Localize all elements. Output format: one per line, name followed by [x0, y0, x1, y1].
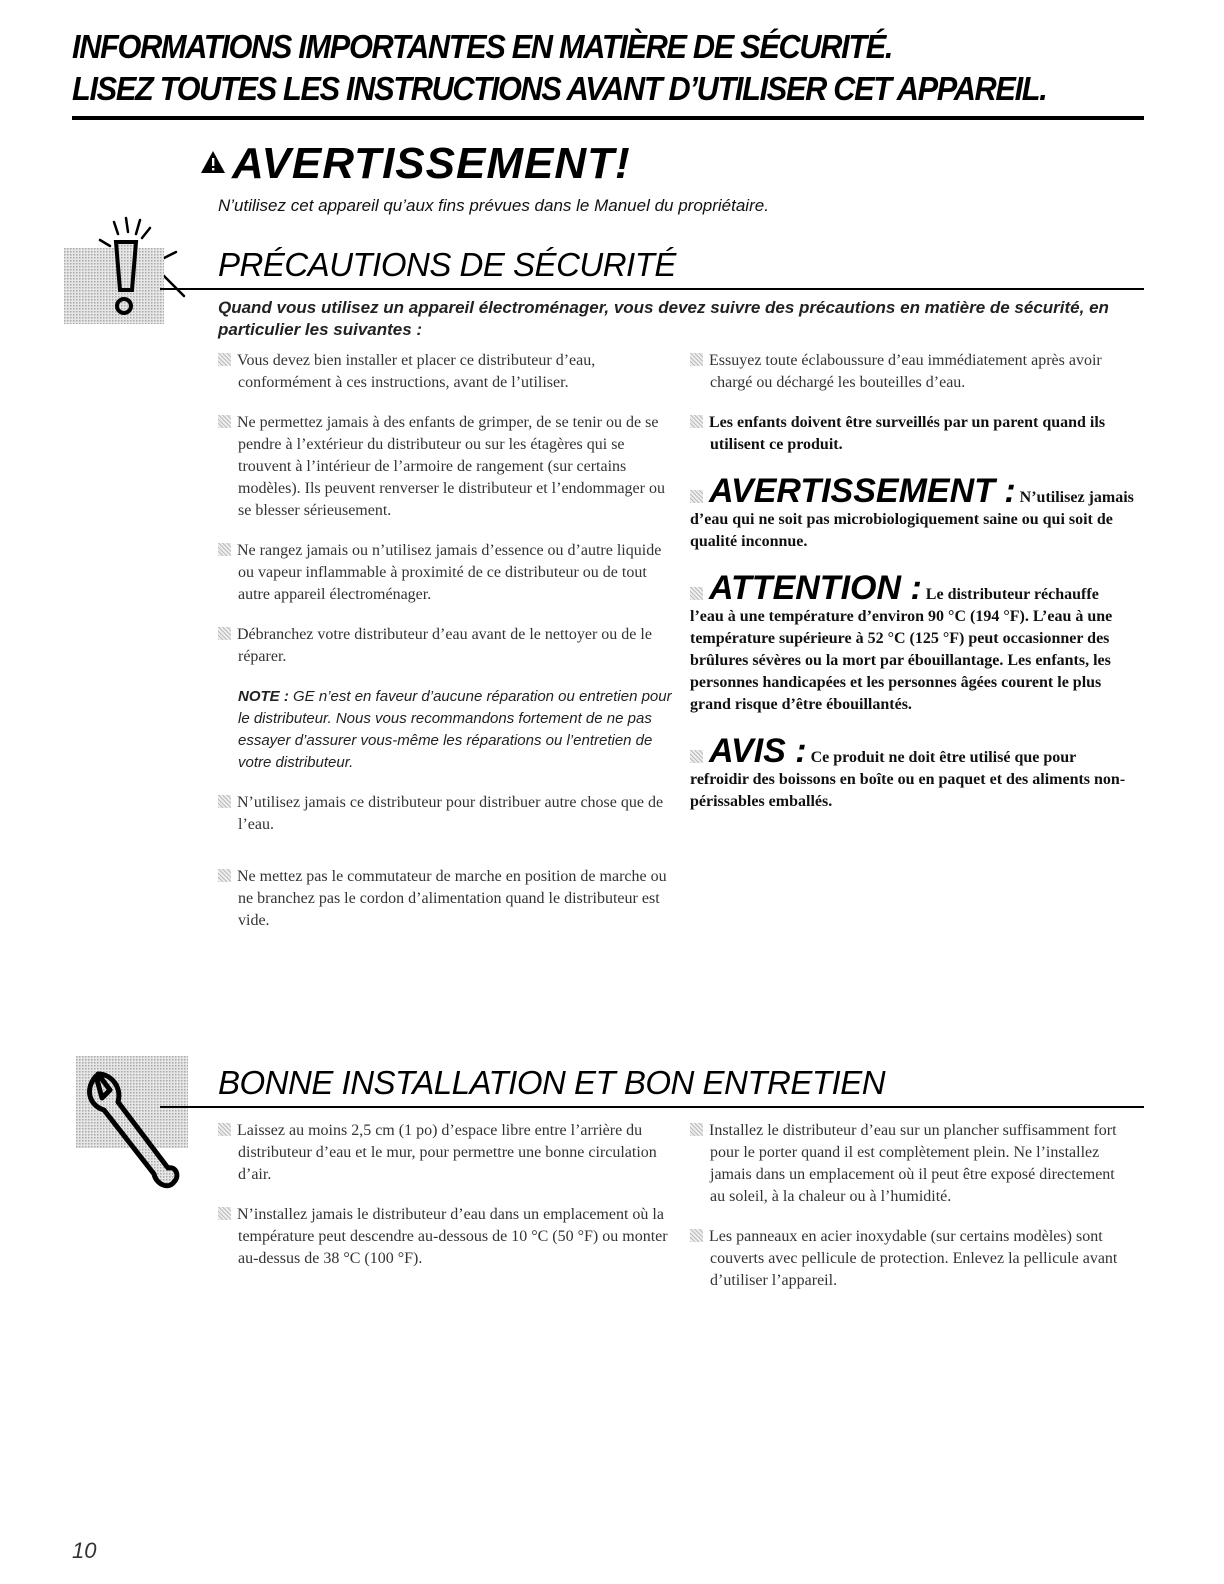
callout-notice: AVIS : Ce produit ne doit être utilisé que pour refroidir des boissons en boîte ou en paquet et des aliments non-périssables emballés.	[690, 732, 1126, 810]
repair-note: NOTE : GE n’est en faveur d’aucune réparation ou entretien pour le distributeur. Nous vous recommandons fortement de ne pas essayer d’assurer vous-même les réparations ou l’entretien de votre distributeur.	[238, 688, 672, 771]
bullet-icon	[690, 750, 703, 763]
list-item: Ne permettez jamais à des enfants de grimper, de se tenir ou de se pendre à l’extérieur du distributeur ou sur les étagères qui se trouvent à l’intérieur de l’armoire de rangement (sur certains modèles). Ils peuvent renverser le distributeur et l’endommager ou se blesser sérieusement.	[218, 412, 672, 522]
bullet-icon	[690, 587, 703, 600]
warning-title: AVERTISSEMENT!	[232, 139, 631, 188]
bullet-icon	[218, 353, 231, 366]
bullet-icon	[218, 415, 231, 428]
bullet-icon	[218, 543, 231, 556]
bullet-icon	[218, 1123, 231, 1136]
bullet-icon	[218, 869, 231, 882]
warning-triangle-icon	[200, 134, 226, 186]
warning-subtitle: N’utilisez cet appareil qu’aux fins prévues dans le Manuel du propriétaire.	[218, 196, 769, 215]
list-item: Les enfants doivent être surveillés par un parent quand ils utilisent ce produit.	[690, 412, 1135, 456]
precautions-title: PRÉCAUTIONS DE SÉCURITÉ	[218, 246, 676, 283]
banner-rule	[72, 116, 1144, 120]
bullet-icon	[690, 490, 703, 503]
banner-line-1: INFORMATIONS IMPORTANTES EN MATIÈRE DE SÉCURITÉ.	[72, 28, 893, 65]
bullet-icon	[690, 415, 703, 428]
list-item: Débranchez votre distributeur d’eau avant de le nettoyer ou de le réparer.	[218, 624, 672, 668]
callout-attention: ATTENTION : Le distributeur réchauffe l’eau à une température d’environ 90 °C (194 °F). L’eau à une température supérieure à 52 °C (125 °F) peut occasionner des brûlures sévères ou la mort par ébouillantage. Les enfants, les personnes handicapées et les personnes âgées courent le plus grand risque d’être ébouillantés.	[690, 569, 1113, 713]
list-item: Vous devez bien installer et placer ce distributeur d’eau, conformément à ces instructions, avant de l’utiliser.	[218, 350, 672, 394]
precautions-left-column	[218, 350, 672, 950]
installation-right-column	[690, 1120, 1130, 1310]
list-item: Laissez au moins 2,5 cm (1 po) d’espace libre entre l’arrière du distributeur d’eau et le mur, pour permettre une bonne circulation d’air.	[218, 1120, 672, 1186]
wrench-icon	[76, 1056, 196, 1196]
precautions-intro: Quand vous utilisez un appareil électroménager, vous devez suivre des précautions en matière de sécurité, en particulier les suivantes :	[218, 298, 1109, 339]
list-item: Les panneaux en acier inoxydable (sur certains modèles) sont couverts avec pellicule de protection. Enlevez la pellicule avant d’utiliser l’appareil.	[690, 1226, 1130, 1292]
warning-heading	[200, 134, 631, 190]
banner-line-2: LISEZ TOUTES LES INSTRUCTIONS AVANT D’UTILISER CET APPAREIL.	[72, 70, 1047, 107]
bullet-icon	[690, 1123, 703, 1136]
installation-left-column	[218, 1120, 672, 1288]
callout-warning: AVERTISSEMENT : N’utilisez jamais d’eau qui ne soit pas microbiologiquement saine ou qui soit de qualité inconnue.	[690, 472, 1134, 550]
list-item: N’utilisez jamais ce distributeur pour distribuer autre chose que de l’eau.	[218, 792, 672, 836]
bullet-icon	[690, 1229, 703, 1242]
list-item: Installez le distributeur d’eau sur un plancher suffisamment fort pour le porter quand il est complètement plein. Ne l’installez jamais dans un emplacement où il peut être exposé directement au soleil, à la chaleur ou à l’humidité.	[690, 1120, 1130, 1208]
precautions-right-column	[690, 350, 1135, 831]
bullet-icon	[690, 353, 703, 366]
precautions-rule	[160, 288, 1144, 290]
bullet-icon	[218, 1207, 231, 1220]
installation-rule	[160, 1106, 1144, 1108]
installation-title: BONNE INSTALLATION ET BON ENTRETIEN	[218, 1064, 886, 1101]
page-number: 10	[72, 1538, 97, 1563]
page-banner	[72, 26, 1069, 110]
list-item: N’installez jamais le distributeur d’eau dans un emplacement où la température peut descendre au-dessous de 10 °C (50 °F) ou monter au-dessus de 38 °C (100 °F).	[218, 1204, 672, 1270]
list-item: Ne rangez jamais ou n’utilisez jamais d’essence ou d’autre liquide ou vapeur inflammable à proximité de ce distributeur ou de tout autre appareil électroménager.	[218, 540, 672, 606]
list-item: Ne mettez pas le commutateur de marche en position de marche ou ne branchez pas le cordon d’alimentation quand le distributeur est vide.	[218, 866, 672, 932]
safety-alert-icon	[64, 212, 194, 324]
list-item: Essuyez toute éclaboussure d’eau immédiatement après avoir chargé ou déchargé les bouteilles d’eau.	[690, 350, 1135, 394]
bullet-icon	[218, 795, 231, 808]
bullet-icon	[218, 627, 231, 640]
